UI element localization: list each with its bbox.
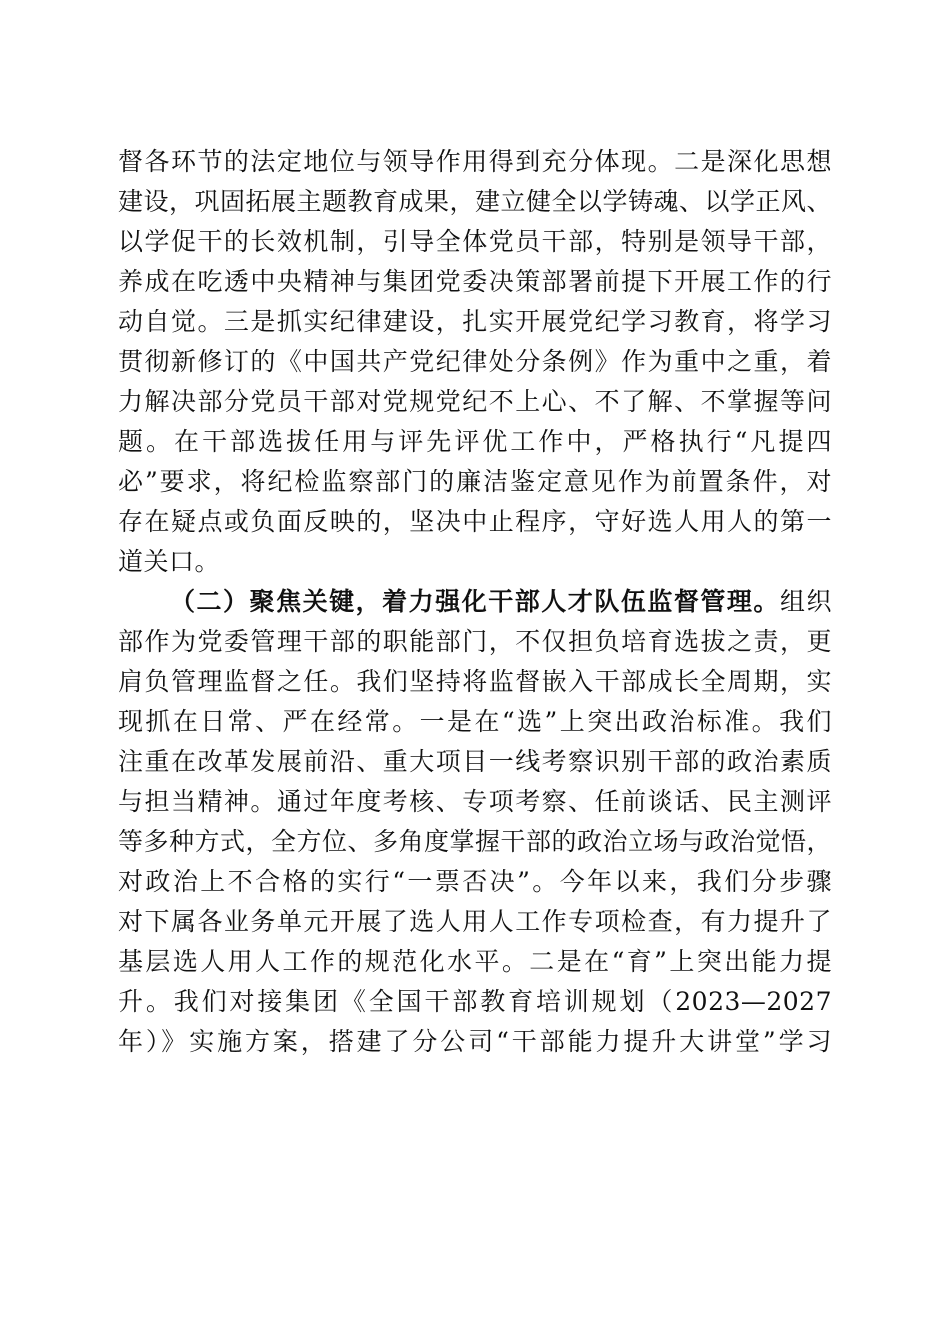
- body-text: [118, 142, 832, 1062]
- text-line: 与担当精神。通过年度考核、专项考察、任前谈话、民主测评: [118, 787, 832, 816]
- text-line: 动自觉。三是抓实纪律建设，扎实开展党纪学习教育，将学习: [118, 307, 832, 336]
- paragraph-2: [118, 582, 832, 1062]
- section-heading: （二）聚焦关键，着力强化干部人才队伍监督管理。: [170, 587, 780, 616]
- text-line: 存在疑点或负面反映的，坚决中止程序，守好选人用人的第一: [118, 507, 832, 536]
- text-run: 组织: [779, 587, 832, 616]
- text-line: 对下属各业务单元开展了选人用人工作专项检查，有力提升了: [118, 907, 832, 936]
- text-line: 贯彻新修订的《中国共产党纪律处分条例》作为重中之重，着: [118, 347, 832, 376]
- text-line: 督各环节的法定地位与领导作用得到充分体现。二是深化思想: [118, 147, 832, 176]
- text-line: 升。我们对接集团《全国干部教育培训规划（2023—2027: [118, 987, 832, 1016]
- text-line: 现抓在日常、严在经常。一是在“选”上突出政治标准。我们: [118, 707, 832, 736]
- text-line: 等多种方式，全方位、多角度掌握干部的政治立场与政治觉悟，: [118, 827, 833, 856]
- paragraph-1: [118, 142, 832, 582]
- text-line: 道关口。: [118, 547, 221, 576]
- text-line: 部作为党委管理干部的职能部门，不仅担负培育选拔之责，更: [118, 627, 832, 656]
- text-line: 以学促干的长效机制，引导全体党员干部，特别是领导干部，: [118, 227, 832, 256]
- text-line: 题。在干部选拔任用与评先评优工作中，严格执行“凡提四: [118, 427, 832, 456]
- text-line: 养成在吃透中央精神与集团党委决策部署前提下开展工作的行: [118, 267, 832, 296]
- text-line: 肩负管理监督之任。我们坚持将监督嵌入干部成长全周期，实: [118, 667, 832, 696]
- text-line: 必”要求，将纪检监察部门的廉洁鉴定意见作为前置条件，对: [118, 467, 832, 496]
- text-line: 注重在改革发展前沿、重大项目一线考察识别干部的政治素质: [118, 747, 832, 776]
- text-line: 基层选人用人工作的规范化水平。二是在“育”上突出能力提: [118, 947, 832, 976]
- text-line: 建设，巩固拓展主题教育成果，建立健全以学铸魂、以学正风、: [118, 187, 833, 216]
- text-line: 力解决部分党员干部对党规党纪不上心、不了解、不掌握等问: [118, 387, 832, 416]
- text-line: 年）》实施方案，搭建了分公司“干部能力提升大讲堂”学习: [118, 1027, 832, 1056]
- text-line: 对政治上不合格的实行“一票否决”。今年以来，我们分步骤: [118, 867, 832, 896]
- section-heading-line: [118, 582, 832, 622]
